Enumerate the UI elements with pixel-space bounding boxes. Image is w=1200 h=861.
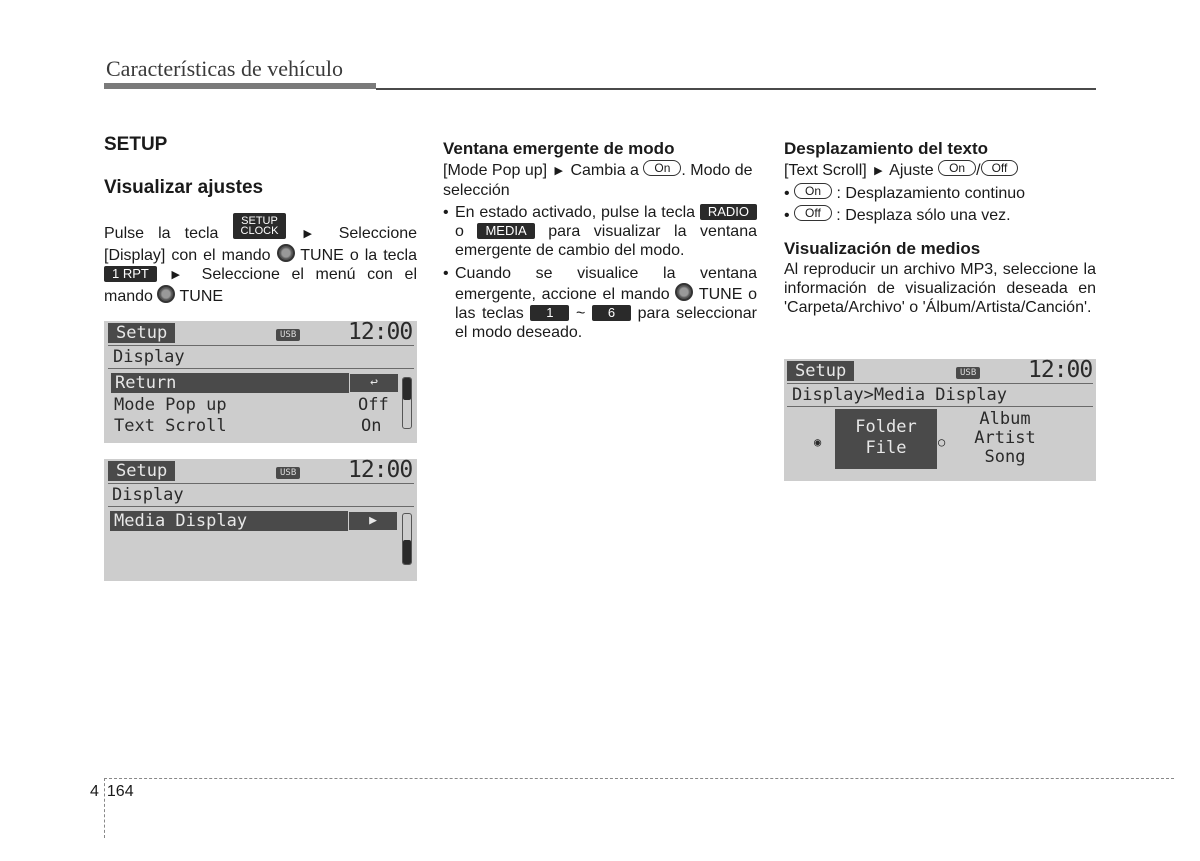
scroll-thumb (403, 378, 411, 400)
paragraph-text-scroll (784, 160, 1096, 181)
screen-title: Setup (108, 323, 175, 343)
key-6: 6 (592, 305, 631, 321)
tune-knob-icon (157, 285, 175, 303)
list-item (443, 203, 757, 260)
paragraph-media-display: Al reproducir un archivo MP3, seleccione la información de visualización deseada en 'Carpeta/Archivo' o 'Álbum/Artista/Canción'. (784, 261, 1096, 316)
arrow-right-icon: ▶ (171, 269, 188, 281)
divider (108, 506, 414, 507)
on-pill: On (794, 183, 832, 199)
on-pill: On (643, 160, 681, 176)
usb-badge: USB (956, 367, 980, 379)
header-rule-thin (376, 88, 1096, 90)
arrow-right-icon: ▶ (303, 228, 322, 240)
menu-item-text-scroll: Text Scroll (114, 416, 227, 436)
off-pill: Off (981, 160, 1019, 176)
text-segment: . Modo de selección (443, 162, 753, 199)
screen-menu-name: Display>Media Display (792, 385, 1007, 405)
lcd-screen-media-display (104, 459, 417, 581)
page-number (90, 783, 134, 801)
lcd-screen-display-menu (104, 321, 417, 443)
menu-item-value: Off (358, 395, 389, 415)
text-segment: : Desplazamiento continuo (836, 185, 1026, 202)
option-label: Folder (855, 417, 917, 437)
radio-selected-icon: ◉ (814, 435, 822, 449)
list-item-off: • Off : Desplaza sólo una vez. (784, 206, 1011, 224)
option-label: Song (984, 447, 1026, 467)
bullet: • (443, 265, 449, 282)
text-segment: para visualizar la ventana emergente de cambio del modo. (455, 223, 757, 259)
key-1: 1 (530, 305, 569, 321)
column-mode-popup (443, 135, 757, 346)
paragraph-instructions (104, 213, 417, 306)
scrollbar (402, 513, 412, 565)
divider (108, 345, 414, 346)
menu-item-return: Return (111, 373, 349, 393)
menu-item-mode-pop-up: Mode Pop up (114, 395, 227, 415)
text-segment: [Mode Pop up] (443, 162, 548, 179)
screen-title: Setup (787, 361, 854, 381)
section-heading-setup: SETUP (104, 134, 168, 155)
divider (108, 483, 414, 484)
option-label: Artist (974, 428, 1036, 448)
heading-mode-popup: Ventana emergente de modo (443, 139, 675, 158)
radio-key: RADIO (700, 204, 757, 220)
header-title: Características de vehículo (106, 56, 344, 81)
key-1-rpt: 1 RPT (104, 266, 157, 282)
text-segment: para seleccionar el modo deseado. (455, 305, 758, 341)
key-label: SETUP (241, 215, 278, 227)
scrollbar (402, 377, 412, 429)
tune-knob-icon (675, 283, 693, 301)
arrow-right-icon: ▶ (349, 512, 397, 530)
option-folder-file (835, 409, 937, 469)
text-segment: o (455, 223, 464, 240)
text-segment: Cambia a (570, 162, 639, 179)
scroll-thumb (403, 540, 411, 564)
usb-badge: USB (276, 467, 300, 479)
text-segment: TUNE o la tecla (300, 247, 418, 264)
column-text-scroll (784, 135, 1096, 317)
screen-menu-name: Display (113, 347, 185, 367)
arrow-right-icon: ▶ (554, 165, 563, 177)
divider (108, 368, 414, 369)
text-segment: TUNE (179, 288, 224, 305)
divider (787, 383, 1093, 384)
text-segment: Ajuste (889, 162, 934, 179)
text-segment: En estado activado, pulse la tecla (455, 204, 696, 221)
arrow-right-icon: ▶ (874, 165, 883, 177)
radio-unselected-icon: ○ (938, 435, 946, 449)
option-album-artist-song (962, 410, 1048, 467)
usb-badge: USB (276, 329, 300, 341)
media-key: MEDIA (477, 223, 534, 239)
heading-text-scroll: Desplazamiento del texto (784, 139, 989, 158)
menu-item-value: On (361, 416, 382, 436)
text-segment: Pulse la tecla (104, 225, 219, 242)
option-label: File (865, 438, 907, 458)
screen-menu-name: Display (112, 485, 184, 505)
chapter-number: 4 (90, 783, 99, 800)
off-pill: Off (794, 205, 832, 221)
column-setup (104, 135, 417, 306)
header-rule (104, 83, 376, 89)
screen-title: Setup (108, 461, 175, 481)
page-num: 164 (106, 783, 134, 800)
key-label: CLOCK (240, 225, 279, 237)
menu-item-media-display: Media Display (110, 511, 348, 531)
return-icon: ↩ (350, 374, 398, 392)
text-segment: [Text Scroll] (784, 162, 867, 179)
setup-clock-key (233, 213, 287, 239)
text-segment: Seleccione el menú con el mando (104, 266, 417, 305)
footer-rule (104, 778, 1174, 779)
lcd-screen-media-display-options (784, 359, 1096, 481)
heading-media-display: Visualización de medios (784, 239, 981, 258)
paragraph-mode-popup (443, 160, 757, 200)
screen-clock: 12:00 (348, 457, 413, 483)
screen-clock: 12:00 (348, 319, 413, 345)
list-item (443, 264, 757, 342)
subheading-visualizar: Visualizar ajustes (104, 177, 264, 198)
text-segment: : Desplaza sólo una vez. (836, 207, 1011, 224)
bullet: • (443, 204, 449, 221)
list-item-on: • On : Desplazamiento continuo (784, 184, 1026, 202)
text-segment: / (976, 162, 981, 179)
on-pill: On (938, 160, 976, 176)
tune-knob-icon (277, 244, 295, 262)
text-segment: Seleccione [Display] con el mando (104, 225, 418, 264)
divider (787, 406, 1093, 407)
screen-clock: 12:00 (1028, 357, 1093, 383)
text-segment: Cuando se visualice la ventana emergente, accione el mando (455, 265, 757, 303)
option-label: Album (979, 409, 1031, 429)
text-segment: TUNE o las teclas (455, 286, 757, 322)
text-segment: ~ (575, 305, 586, 322)
